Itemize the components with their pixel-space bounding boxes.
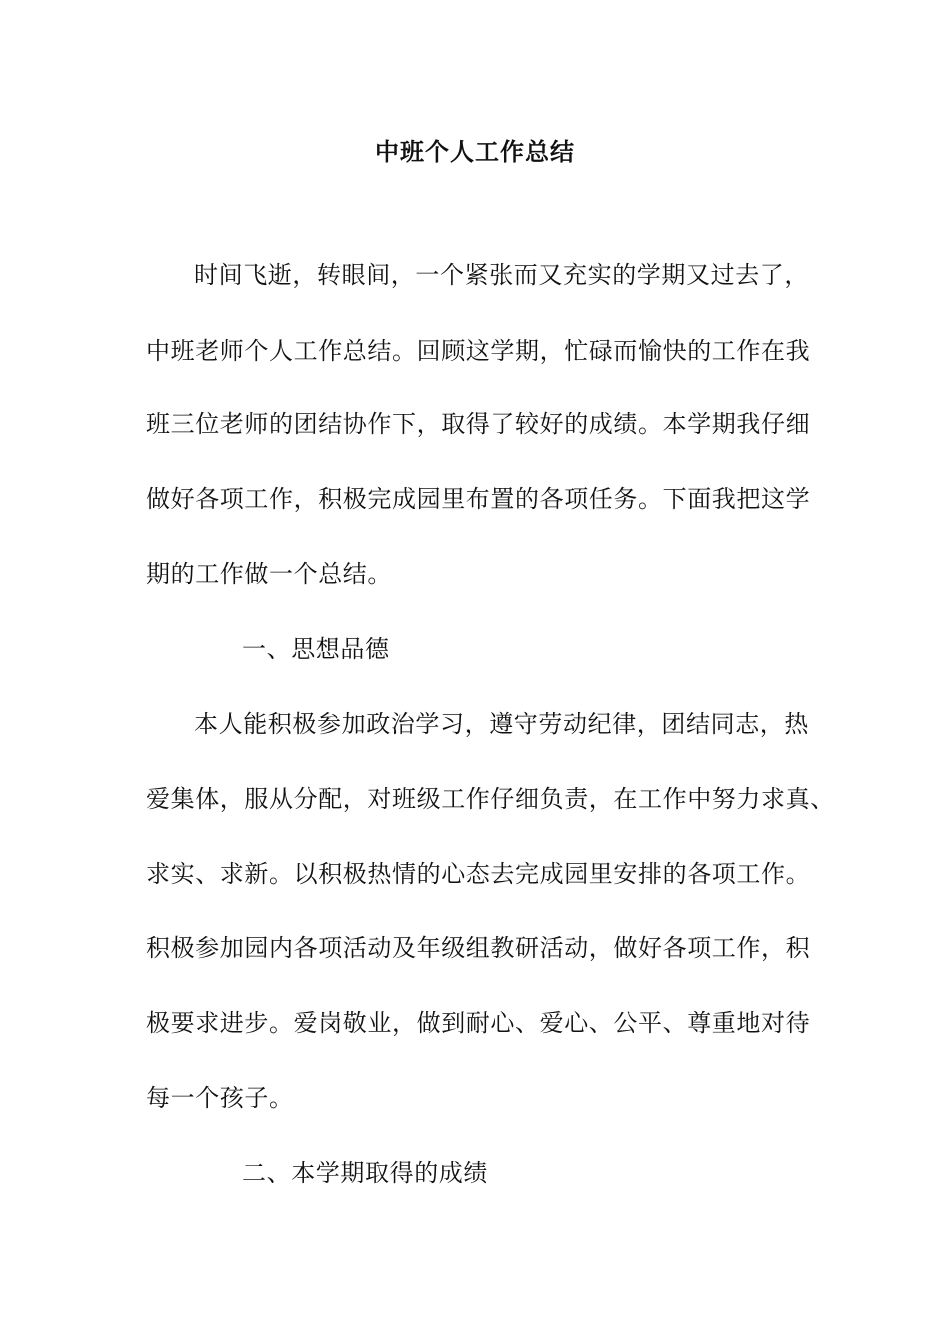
paragraph-line: 本人能积极参加政治学习，遵守劳动纪律，团结同志，热	[194, 710, 809, 738]
paragraph-line: 做好各项工作，积极完成园里布置的各项任务。下面我把这学	[146, 485, 811, 513]
paragraph-line: 极要求进步。爱岗敬业，做到耐心、爱心、公平、尊重地对待	[146, 1009, 811, 1037]
paragraph-line: 时间飞逝，转眼间，一个紧张而又充实的学期又过去了，	[194, 261, 809, 289]
section-heading: 一、思想品德	[242, 635, 390, 663]
paragraph-line: 班三位老师的团结协作下，取得了较好的成绩。本学期我仔细	[146, 410, 811, 438]
document-title: 中班个人工作总结	[375, 137, 575, 166]
paragraph-line: 爱集体，服从分配，对班级工作仔细负责，在工作中努力求真、	[146, 785, 835, 813]
paragraph-line: 求实、求新。以积极热情的心态去完成园里安排的各项工作。	[146, 860, 811, 888]
paragraph-line: 期的工作做一个总结。	[146, 560, 392, 588]
paragraph-line: 中班老师个人工作总结。回顾这学期，忙碌而愉快的工作在我	[146, 337, 811, 365]
paragraph-line: 积极参加园内各项活动及年级组教研活动，做好各项工作，积	[146, 934, 811, 962]
section-heading: 二、本学期取得的成绩	[242, 1159, 488, 1187]
paragraph-line: 每一个孩子。	[146, 1084, 294, 1112]
